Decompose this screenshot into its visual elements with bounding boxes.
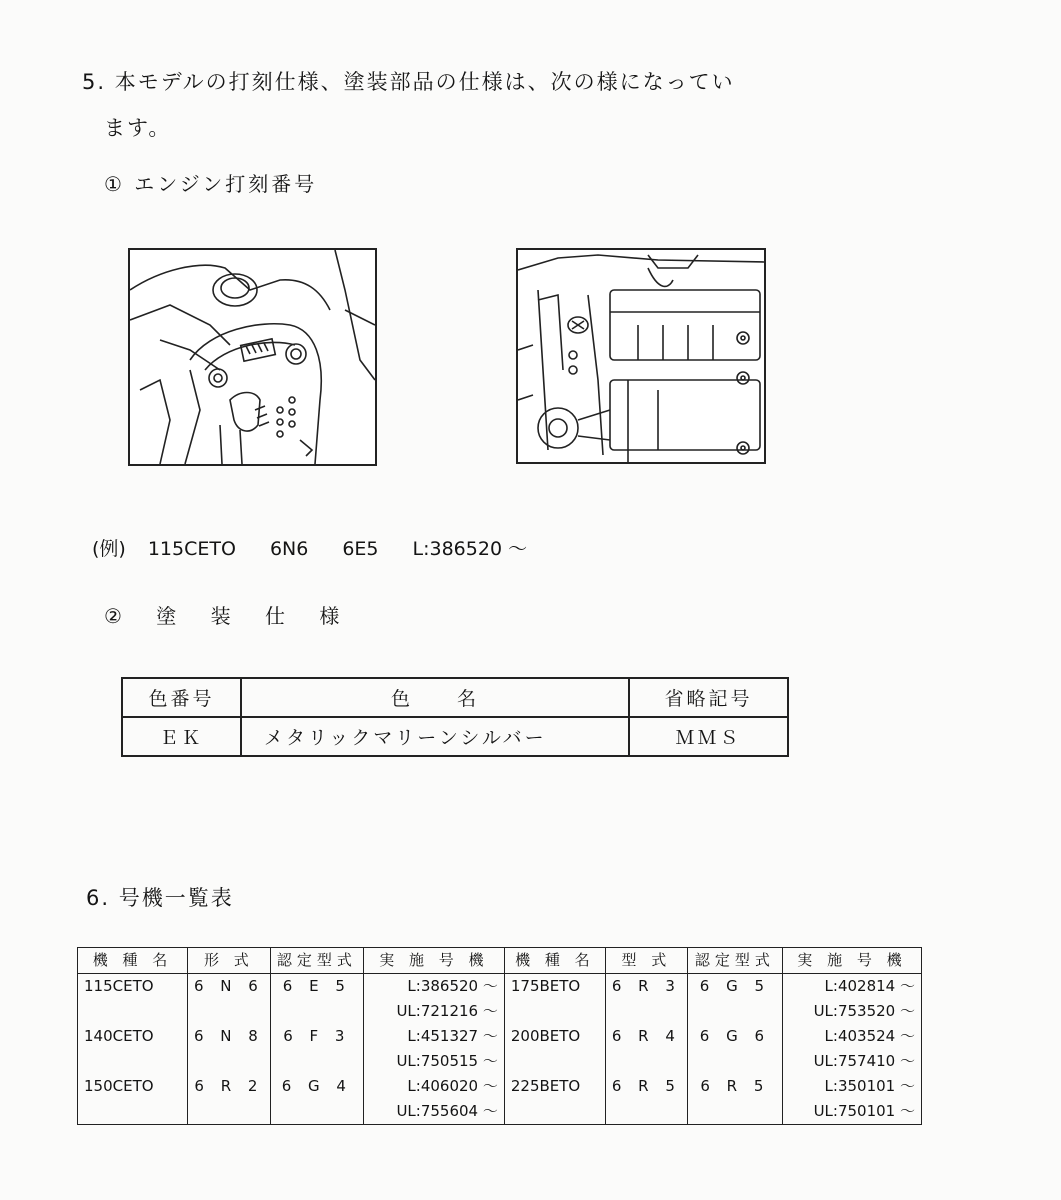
- engine-illustration-right: [518, 250, 764, 462]
- serial-cell: L:402814 ～: [782, 974, 921, 1000]
- color-name-cell: メタリックマリーンシルバー: [241, 717, 629, 756]
- color-number-header: 色番号: [122, 678, 241, 717]
- serial-cell: UL:750515 ～: [363, 1049, 504, 1074]
- model-name-cell: [78, 1049, 188, 1074]
- type-header-2: 型 式: [605, 948, 687, 974]
- table-row: [78, 974, 922, 1000]
- section-5-title-line1: 5. 本モデルの打刻仕様、塗装部品の仕様は、次の様になってい: [82, 70, 735, 94]
- model-name-cell: 140CETO: [78, 1024, 188, 1049]
- type-cell: 6 R 2: [188, 1074, 271, 1099]
- model-name-cell: 150CETO: [78, 1074, 188, 1099]
- approval-header-2: 認定型式: [687, 948, 782, 974]
- example-approval: 6E5: [342, 538, 379, 560]
- approval-cell: [270, 1099, 363, 1125]
- engine-stamp-figure-right: [516, 248, 766, 464]
- section-6-title: 6. 号機一覧表: [86, 886, 234, 910]
- example-type: 6N6: [269, 538, 309, 560]
- serial-cell: UL:757410 ～: [782, 1049, 921, 1074]
- type-cell: [605, 1099, 687, 1125]
- serial-cell: UL:721216 ～: [363, 999, 504, 1024]
- approval-cell: 6 G 5: [687, 974, 782, 1000]
- serial-cell: UL:755604 ～: [363, 1099, 504, 1125]
- table-row: [78, 1074, 922, 1099]
- model-name-cell: [504, 999, 605, 1024]
- approval-cell: 6 R 5: [687, 1074, 782, 1099]
- serial-header-2: 実 施 号 機: [782, 948, 921, 974]
- serial-header-1: 実 施 号 機: [363, 948, 504, 974]
- model-name-cell: [504, 1049, 605, 1074]
- color-table-row: [122, 717, 788, 756]
- color-name-header: 色 名: [241, 678, 629, 717]
- model-name-cell: 225BETO: [504, 1074, 605, 1099]
- approval-cell: [687, 1049, 782, 1074]
- type-cell: 6 R 5: [605, 1074, 687, 1099]
- stamp-example: [92, 534, 561, 561]
- serial-cell: L:403524 ～: [782, 1024, 921, 1049]
- approval-cell: [687, 999, 782, 1024]
- abbreviation-cell: ＭＭＳ: [629, 717, 788, 756]
- approval-cell: 6 G 6: [687, 1024, 782, 1049]
- type-cell: 6 N 8: [188, 1024, 271, 1049]
- section-5-title-line2: ます。: [104, 116, 172, 140]
- abbreviation-header: 省略記号: [629, 678, 788, 717]
- serial-cell: L:451327 ～: [363, 1024, 504, 1049]
- model-name-header-1: 機 種 名: [78, 948, 188, 974]
- paint-color-table: [121, 677, 789, 757]
- model-name-header-2: 機 種 名: [504, 948, 605, 974]
- type-cell: [605, 999, 687, 1024]
- engine-stamp-figure-left: [128, 248, 377, 466]
- approval-cell: 6 E 5: [270, 974, 363, 1000]
- color-table-header-row: [122, 678, 788, 717]
- engine-stamp-subtitle: ① エンジン打刻番号: [104, 172, 318, 196]
- approval-cell: [270, 999, 363, 1024]
- table-row: [78, 1049, 922, 1074]
- approval-cell: 6 F 3: [270, 1024, 363, 1049]
- model-name-cell: 175BETO: [504, 974, 605, 1000]
- type-cell: [188, 1099, 271, 1125]
- serial-cell: UL:750101 ～: [782, 1099, 921, 1125]
- example-label: (例): [92, 538, 126, 560]
- paint-spec-subtitle: ② 塗 装 仕 様: [104, 604, 354, 628]
- type-header-1: 形 式: [188, 948, 271, 974]
- model-name-cell: [504, 1099, 605, 1125]
- approval-cell: [687, 1099, 782, 1125]
- serial-number-table: [77, 947, 922, 1125]
- type-cell: [188, 999, 271, 1024]
- table-row: [78, 1024, 922, 1049]
- type-cell: 6 R 3: [605, 974, 687, 1000]
- serial-cell: UL:753520 ～: [782, 999, 921, 1024]
- type-cell: [188, 1049, 271, 1074]
- model-name-cell: 200BETO: [504, 1024, 605, 1049]
- model-name-cell: 115CETO: [78, 974, 188, 1000]
- type-cell: 6 R 4: [605, 1024, 687, 1049]
- color-number-cell: ＥＫ: [122, 717, 241, 756]
- approval-cell: [270, 1049, 363, 1074]
- type-cell: [605, 1049, 687, 1074]
- type-cell: 6 N 6: [188, 974, 271, 1000]
- approval-header-1: 認定型式: [270, 948, 363, 974]
- serial-table-header-row: [78, 948, 922, 974]
- table-row: [78, 1099, 922, 1125]
- serial-cell: L:406020 ～: [363, 1074, 504, 1099]
- example-serial: L:386520 ～: [412, 538, 528, 560]
- engine-illustration-left: [130, 250, 375, 464]
- model-name-cell: [78, 1099, 188, 1125]
- serial-cell: L:386520 ～: [363, 974, 504, 1000]
- approval-cell: 6 G 4: [270, 1074, 363, 1099]
- serial-cell: L:350101 ～: [782, 1074, 921, 1099]
- model-name-cell: [78, 999, 188, 1024]
- table-row: [78, 999, 922, 1024]
- example-model: 115CETO: [147, 538, 236, 560]
